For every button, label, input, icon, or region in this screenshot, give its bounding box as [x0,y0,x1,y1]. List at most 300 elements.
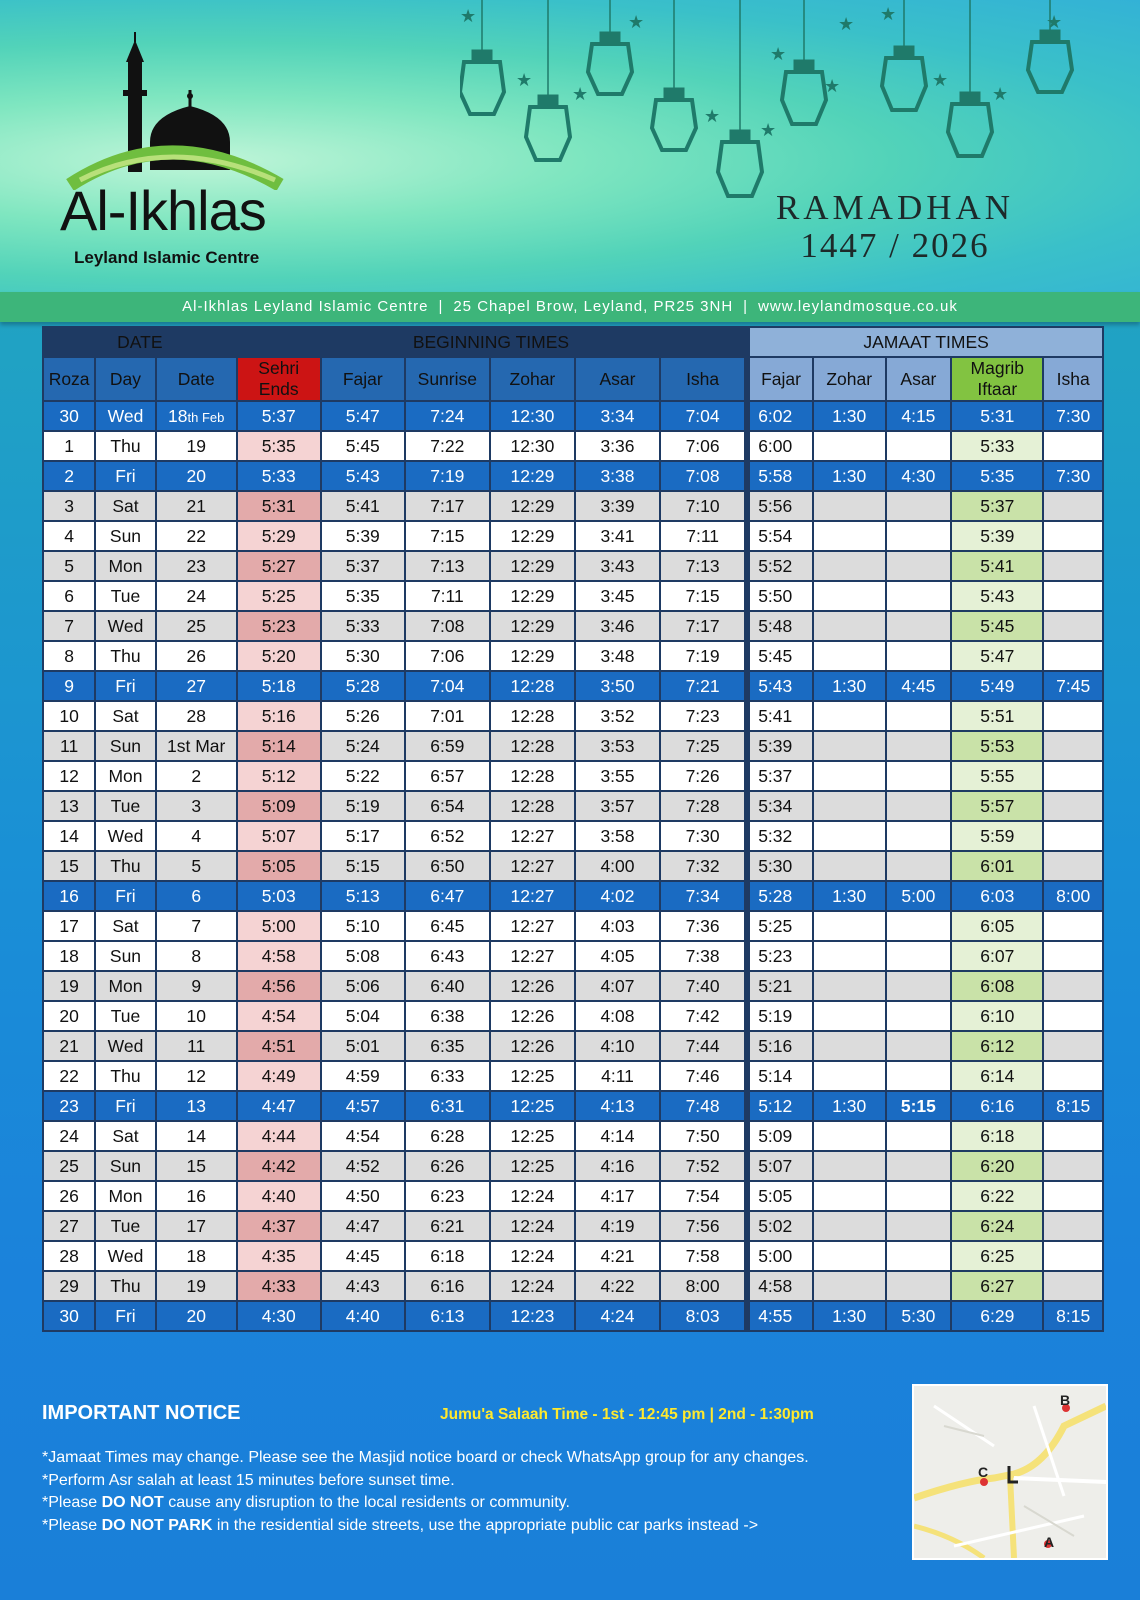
cell-jamaat-magrib: 5:57 [952,792,1042,820]
cell-asar: 4:07 [576,972,659,1000]
cell-jamaat-fajar: 5:21 [746,972,812,1000]
cell-date: 21 [157,492,236,520]
cell-jamaat-fajar: 5:28 [746,882,812,910]
cell-jamaat-magrib: 5:59 [952,822,1042,850]
cell-jamaat-isha [1044,1002,1102,1030]
cell-roza: 27 [44,1212,94,1240]
cell-jamaat-zohar: 1:30 [814,462,885,490]
cell-roza: 8 [44,642,94,670]
cell-zohar: 12:30 [491,402,574,430]
cell-date: 9 [157,972,236,1000]
cell-jamaat-fajar: 4:55 [746,1302,812,1330]
cell-jamaat-fajar: 5:41 [746,702,812,730]
cell-date: 12 [157,1062,236,1090]
cell-isha: 7:48 [661,1092,744,1120]
cell-fajar: 5:43 [322,462,404,490]
cell-day: Wed [96,612,154,640]
cell-fajar: 5:17 [322,822,404,850]
cell-jamaat-magrib: 5:35 [952,462,1042,490]
cell-isha: 7:15 [661,582,744,610]
cell-jamaat-asar: 5:00 [887,882,951,910]
cell-date: 26 [157,642,236,670]
cell-jamaat-zohar [814,582,885,610]
cell-jamaat-isha [1044,1242,1102,1270]
cell-jamaat-fajar: 5:37 [746,762,812,790]
cell-zohar: 12:27 [491,912,574,940]
cell-jamaat-magrib: 5:49 [952,672,1042,700]
cell-isha: 7:30 [661,822,744,850]
notice-line-2: *Perform Asr salah at least 15 minutes before sunset time. [42,1471,455,1489]
cell-asar: 3:58 [576,822,659,850]
location-map[interactable] [912,1384,1108,1560]
cell-jamaat-fajar: 5:14 [746,1062,812,1090]
col-asar: Asar [576,358,659,400]
cell-day: Fri [96,882,154,910]
cell-zohar: 12:24 [491,1182,574,1210]
cell-zohar: 12:26 [491,1002,574,1030]
cell-isha: 7:54 [661,1182,744,1210]
cell-jamaat-zohar [814,852,885,880]
cell-jamaat-fajar: 5:09 [746,1122,812,1150]
cell-jamaat-magrib: 6:12 [952,1032,1042,1060]
cell-jamaat-zohar [814,1122,885,1150]
cell-jamaat-zohar [814,912,885,940]
cell-roza: 18 [44,942,94,970]
cell-sunrise: 7:17 [406,492,489,520]
cell-zohar: 12:29 [491,522,574,550]
cell-day: Thu [96,1272,154,1300]
cell-zohar: 12:29 [491,582,574,610]
table-row [44,432,1102,460]
cell-jamaat-isha [1044,942,1102,970]
cell-roza: 13 [44,792,94,820]
cell-jamaat-fajar: 5:16 [746,1032,812,1060]
table-row [44,552,1102,580]
cell-asar: 4:21 [576,1242,659,1270]
cell-roza: 12 [44,762,94,790]
cell-jamaat-isha: 8:15 [1044,1092,1102,1120]
cell-fajar: 5:10 [322,912,404,940]
cell-date: 20 [157,462,236,490]
table-row [44,492,1102,520]
cell-zohar: 12:24 [491,1212,574,1240]
cell-jamaat-isha [1044,1032,1102,1060]
cell-isha: 7:40 [661,972,744,1000]
cell-roza: 21 [44,1032,94,1060]
cell-sunrise: 6:33 [406,1062,489,1090]
cell-sunrise: 6:21 [406,1212,489,1240]
cell-roza: 20 [44,1002,94,1030]
cell-day: Wed [96,1242,154,1270]
col-jamaat-zohar: Zohar [814,358,885,400]
cell-sehri: 4:56 [238,972,320,1000]
notice-line-4-post: in the residential side streets, use the appropriate public car parks instead -> [212,1516,759,1534]
cell-jamaat-zohar: 1:30 [814,1092,885,1120]
cell-jamaat-isha [1044,1152,1102,1180]
map-marker-b: B [1060,1392,1071,1408]
cell-jamaat-isha: 8:00 [1044,882,1102,910]
cell-sunrise: 6:47 [406,882,489,910]
cell-day: Sat [96,912,154,940]
cell-roza: 6 [44,582,94,610]
cell-date: 8 [157,942,236,970]
cell-zohar: 12:25 [491,1122,574,1150]
cell-jamaat-magrib: 5:37 [952,492,1042,520]
cell-jamaat-zohar [814,822,885,850]
cell-jamaat-magrib: 6:08 [952,972,1042,1000]
cell-sehri: 5:09 [238,792,320,820]
cell-roza: 7 [44,612,94,640]
cell-sehri: 5:00 [238,912,320,940]
cell-jamaat-fajar: 5:58 [746,462,812,490]
cell-sehri: 5:18 [238,672,320,700]
lanterns-decoration-icon [460,0,1100,210]
svg-text:★: ★ [460,6,477,27]
cell-fajar: 5:08 [322,942,404,970]
cell-jamaat-zohar [814,552,885,580]
cell-fajar: 4:47 [322,1212,404,1240]
cell-date: 5 [157,852,236,880]
col-sehri-l2: Ends [258,379,299,399]
cell-sehri: 5:16 [238,702,320,730]
cell-asar: 3:57 [576,792,659,820]
cell-jamaat-fajar: 5:00 [746,1242,812,1270]
notice-line-3 [42,1492,809,1515]
cell-jamaat-zohar [814,1242,885,1270]
cell-sunrise: 6:26 [406,1152,489,1180]
svg-text:★: ★ [760,120,777,141]
cell-jamaat-magrib: 6:10 [952,1002,1042,1030]
address-bar: Al-Ikhlas Leyland Islamic Centre | 25 Chapel Brow, Leyland, PR25 3NH | www.leylandmosque.co.uk [0,292,1140,322]
notice-line-3-pre: *Please [42,1494,102,1511]
col-jamaat-asar: Asar [887,358,951,400]
cell-zohar: 12:29 [491,552,574,580]
cell-isha: 7:32 [661,852,744,880]
notice-line-4 [42,1515,809,1538]
col-jamaat-magrib [952,358,1042,400]
cell-day: Thu [96,432,154,460]
cell-asar: 3:36 [576,432,659,460]
cell-jamaat-fajar: 5:05 [746,1182,812,1210]
cell-sunrise: 7:19 [406,462,489,490]
cell-sehri: 5:05 [238,852,320,880]
col-zohar: Zohar [491,358,574,400]
col-day: Day [96,358,154,400]
cell-asar: 4:11 [576,1062,659,1090]
cell-date: 1st Mar [157,732,236,760]
cell-jamaat-zohar [814,642,885,670]
cell-jamaat-zohar [814,792,885,820]
cell-asar: 4:03 [576,912,659,940]
ramadhan-year: 1447 / 2026 [800,226,990,265]
table-row [44,882,1102,910]
col-jamaat-fajar: Fajar [746,358,812,400]
cell-day: Tue [96,1002,154,1030]
logo-subtitle: Leyland Islamic Centre [74,248,260,267]
cell-jamaat-magrib: 6:22 [952,1182,1042,1210]
table-row [44,942,1102,970]
cell-jamaat-fajar: 5:54 [746,522,812,550]
cell-jamaat-fajar: 5:25 [746,912,812,940]
cell-asar: 4:02 [576,882,659,910]
header-banner [0,0,1140,292]
cell-isha: 7:19 [661,642,744,670]
cell-date: 24 [157,582,236,610]
cell-sehri: 4:54 [238,1002,320,1030]
cell-date: 27 [157,672,236,700]
cell-day: Thu [96,852,154,880]
cell-asar: 3:39 [576,492,659,520]
col-roza: Roza [44,358,94,400]
cell-asar: 3:52 [576,702,659,730]
cell-jamaat-isha: 8:15 [1044,1302,1102,1330]
cell-fajar: 5:33 [322,612,404,640]
cell-asar: 4:10 [576,1032,659,1060]
cell-day: Tue [96,792,154,820]
notice-title: IMPORTANT NOTICE [42,1402,241,1424]
table-row [44,702,1102,730]
table-row [44,612,1102,640]
cell-isha: 8:00 [661,1272,744,1300]
cell-zohar: 12:29 [491,492,574,520]
table-row [44,1242,1102,1270]
cell-isha: 7:52 [661,1152,744,1180]
cell-jamaat-isha [1044,792,1102,820]
cell-fajar: 5:35 [322,582,404,610]
cell-isha: 7:34 [661,882,744,910]
svg-text:★: ★ [572,84,589,105]
cell-date: 19 [157,432,236,460]
cell-sunrise: 7:08 [406,612,489,640]
cell-jamaat-magrib: 6:07 [952,942,1042,970]
cell-jamaat-isha: 7:45 [1044,672,1102,700]
cell-jamaat-zohar [814,732,885,760]
cell-jamaat-isha [1044,642,1102,670]
cell-jamaat-asar [887,642,951,670]
col-jamaat-isha: Isha [1044,358,1102,400]
cell-isha: 7:46 [661,1062,744,1090]
cell-jamaat-zohar [814,1272,885,1300]
cell-jamaat-magrib: 5:55 [952,762,1042,790]
cell-date [157,402,236,430]
cell-jamaat-magrib: 6:24 [952,1212,1042,1240]
cell-jamaat-zohar: 1:30 [814,402,885,430]
cell-jamaat-zohar [814,1002,885,1030]
col-sehri [238,358,320,400]
cell-sehri: 5:27 [238,552,320,580]
cell-fajar: 5:06 [322,972,404,1000]
cell-jamaat-fajar: 5:23 [746,942,812,970]
cell-sehri: 5:29 [238,522,320,550]
cell-jamaat-isha [1044,1062,1102,1090]
cell-jamaat-zohar [814,1062,885,1090]
cell-zohar: 12:28 [491,792,574,820]
map-marker-c: C [978,1464,989,1480]
jumua-times: Jumu'a Salaah Time - 1st - 12:45 pm | 2nd - 1:30pm [440,1406,814,1423]
centre-address: 25 Chapel Brow, Leyland, PR25 3NH [453,298,734,315]
cell-jamaat-magrib: 5:41 [952,552,1042,580]
cell-asar: 3:50 [576,672,659,700]
cell-sunrise: 7:22 [406,432,489,460]
col-magrib-l2: Iftaar [977,379,1018,399]
cell-jamaat-magrib: 5:39 [952,522,1042,550]
table-row [44,1272,1102,1300]
cell-fajar: 4:52 [322,1152,404,1180]
cell-jamaat-fajar: 5:07 [746,1152,812,1180]
cell-jamaat-magrib: 6:18 [952,1122,1042,1150]
cell-date: 4 [157,822,236,850]
group-header-jamaat: JAMAAT TIMES [746,328,1102,356]
cell-asar: 3:41 [576,522,659,550]
cell-sehri: 5:35 [238,432,320,460]
svg-text:★: ★ [932,70,949,91]
cell-jamaat-isha [1044,492,1102,520]
cell-isha: 7:21 [661,672,744,700]
cell-jamaat-isha [1044,852,1102,880]
cell-date: 15 [157,1152,236,1180]
cell-date: 17 [157,1212,236,1240]
cell-sunrise: 6:13 [406,1302,489,1330]
cell-fajar: 5:22 [322,762,404,790]
cell-sehri: 5:31 [238,492,320,520]
cell-fajar: 5:37 [322,552,404,580]
col-date: Date [157,358,236,400]
cell-roza: 19 [44,972,94,1000]
cell-jamaat-fajar: 5:34 [746,792,812,820]
svg-text:★: ★ [628,12,645,33]
cell-sunrise: 6:45 [406,912,489,940]
cell-zohar: 12:28 [491,702,574,730]
cell-sunrise: 7:06 [406,642,489,670]
group-header-beginning: BEGINNING TIMES [238,328,744,356]
cell-jamaat-isha [1044,582,1102,610]
cell-isha: 7:36 [661,912,744,940]
cell-jamaat-magrib: 5:53 [952,732,1042,760]
cell-jamaat-zohar [814,942,885,970]
cell-zohar: 12:24 [491,1272,574,1300]
table-row [44,462,1102,490]
cell-roza: 15 [44,852,94,880]
cell-sehri: 4:51 [238,1032,320,1060]
cell-day: Sat [96,1122,154,1150]
cell-jamaat-magrib: 6:29 [952,1302,1042,1330]
cell-fajar: 4:50 [322,1182,404,1210]
cell-asar: 3:43 [576,552,659,580]
cell-roza: 5 [44,552,94,580]
cell-sunrise: 7:24 [406,402,489,430]
cell-roza: 30 [44,402,94,430]
cell-sehri: 5:20 [238,642,320,670]
cell-roza: 2 [44,462,94,490]
cell-jamaat-zohar [814,1032,885,1060]
cell-isha: 7:42 [661,1002,744,1030]
table-row [44,732,1102,760]
cell-jamaat-fajar: 5:48 [746,612,812,640]
cell-date: 25 [157,612,236,640]
table-row [44,1152,1102,1180]
cell-fajar: 5:30 [322,642,404,670]
cell-zohar: 12:26 [491,972,574,1000]
svg-text:★: ★ [880,4,897,25]
cell-isha: 7:50 [661,1122,744,1150]
cell-day: Tue [96,582,154,610]
notice-line-4-pre: *Please [42,1516,102,1534]
cell-day: Mon [96,552,154,580]
cell-asar: 3:34 [576,402,659,430]
cell-sehri: 5:12 [238,762,320,790]
cell-sehri: 5:37 [238,402,320,430]
cell-roza: 3 [44,492,94,520]
cell-jamaat-asar [887,1122,951,1150]
cell-sunrise: 6:38 [406,1002,489,1030]
cell-day: Sat [96,492,154,520]
cell-isha: 8:03 [661,1302,744,1330]
cell-jamaat-asar: 5:15 [887,1092,951,1120]
cell-sunrise: 7:04 [406,672,489,700]
cell-zohar: 12:28 [491,672,574,700]
cell-jamaat-asar: 5:30 [887,1302,951,1330]
cell-day: Wed [96,1032,154,1060]
cell-isha: 7:38 [661,942,744,970]
cell-sehri: 5:14 [238,732,320,760]
cell-jamaat-zohar [814,522,885,550]
cell-zohar: 12:29 [491,612,574,640]
cell-day: Sat [96,702,154,730]
table-row [44,912,1102,940]
cell-day: Thu [96,642,154,670]
cell-sunrise: 6:52 [406,822,489,850]
cell-roza: 10 [44,702,94,730]
website-link[interactable]: www.leylandmosque.co.uk [758,298,958,315]
cell-jamaat-isha [1044,522,1102,550]
cell-jamaat-isha [1044,702,1102,730]
cell-roza: 11 [44,732,94,760]
cell-sehri: 4:49 [238,1062,320,1090]
cell-sunrise: 6:59 [406,732,489,760]
cell-day: Sun [96,942,154,970]
cell-asar: 4:16 [576,1152,659,1180]
cell-sunrise: 6:35 [406,1032,489,1060]
table-row [44,522,1102,550]
cell-jamaat-fajar: 4:58 [746,1272,812,1300]
cell-sehri: 5:03 [238,882,320,910]
cell-sunrise: 6:16 [406,1272,489,1300]
cell-sunrise: 6:28 [406,1122,489,1150]
cell-fajar: 4:45 [322,1242,404,1270]
cell-isha: 7:28 [661,792,744,820]
cell-isha: 7:25 [661,732,744,760]
cell-zohar: 12:25 [491,1092,574,1120]
cell-sunrise: 6:18 [406,1242,489,1270]
notice-line-3-bold: DO NOT [101,1494,164,1511]
cell-zohar: 12:29 [491,642,574,670]
cell-sehri: 4:40 [238,1182,320,1210]
cell-day: Mon [96,972,154,1000]
table-row [44,402,1102,430]
table-row [44,642,1102,670]
cell-zohar: 12:30 [491,432,574,460]
cell-jamaat-asar [887,1062,951,1090]
cell-isha: 7:44 [661,1032,744,1060]
cell-sunrise: 6:57 [406,762,489,790]
cell-jamaat-fajar: 5:43 [746,672,812,700]
cell-day: Wed [96,402,154,430]
cell-day: Sun [96,1152,154,1180]
cell-sehri: 4:58 [238,942,320,970]
cell-jamaat-magrib: 5:51 [952,702,1042,730]
cell-fajar: 5:26 [322,702,404,730]
svg-text:★: ★ [838,14,855,35]
